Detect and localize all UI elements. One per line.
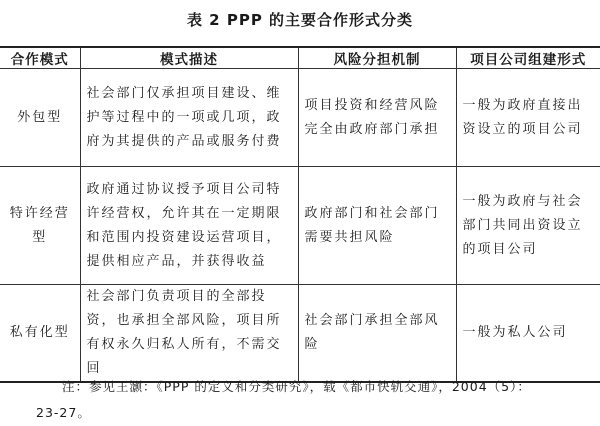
ppp-classification-table — [0, 46, 600, 383]
cell-mode: 私有化型 — [0, 285, 80, 383]
note-line-1: 注：参见王灏：《PPP 的定义和分类研究》，载《都市快轨交通》，2004（5）： — [62, 379, 531, 394]
cell-description: 政府通过协议授予项目公司特许经营权，允许其在一定期限和范围内投资建设运营项目，提供相应产品，并获得收益 — [80, 167, 298, 285]
table-row — [0, 69, 600, 167]
cell-description: 社会部门负责项目的全部投资，也承担全部风险，项目所有权永久归私人所有，不需交回 — [80, 285, 298, 383]
table-note — [0, 374, 600, 426]
table-row — [0, 167, 600, 285]
table-row — [0, 285, 600, 383]
cell-risk: 社会部门承担全部风险 — [298, 285, 456, 383]
cell-company: 一般为政府与社会部门共同出资设立的项目公司 — [456, 167, 600, 285]
header-mode-description: 模式描述 — [80, 47, 298, 69]
cell-company: 一般为政府直接出资设立的项目公司 — [456, 69, 600, 167]
header-risk-sharing: 风险分担机制 — [298, 47, 456, 69]
cell-description: 社会部门仅承担项目建设、维护等过程中的一项或几项，政府为其提供的产品或服务付费 — [80, 69, 298, 167]
header-company-formation: 项目公司组建形式 — [456, 47, 600, 69]
cell-company: 一般为私人公司 — [456, 285, 600, 383]
table-title: 表 2 PPP 的主要合作形式分类 — [186, 11, 414, 29]
cell-mode: 外包型 — [0, 69, 80, 167]
table-header-row — [0, 47, 600, 69]
cell-risk: 政府部门和社会部门需要共担风险 — [298, 167, 456, 285]
cell-risk: 项目投资和经营风险完全由政府部门承担 — [298, 69, 456, 167]
cell-mode: 特许经营型 — [0, 167, 80, 285]
note-line-2: 23-27。 — [36, 405, 91, 420]
header-cooperation-mode: 合作模式 — [0, 47, 80, 69]
